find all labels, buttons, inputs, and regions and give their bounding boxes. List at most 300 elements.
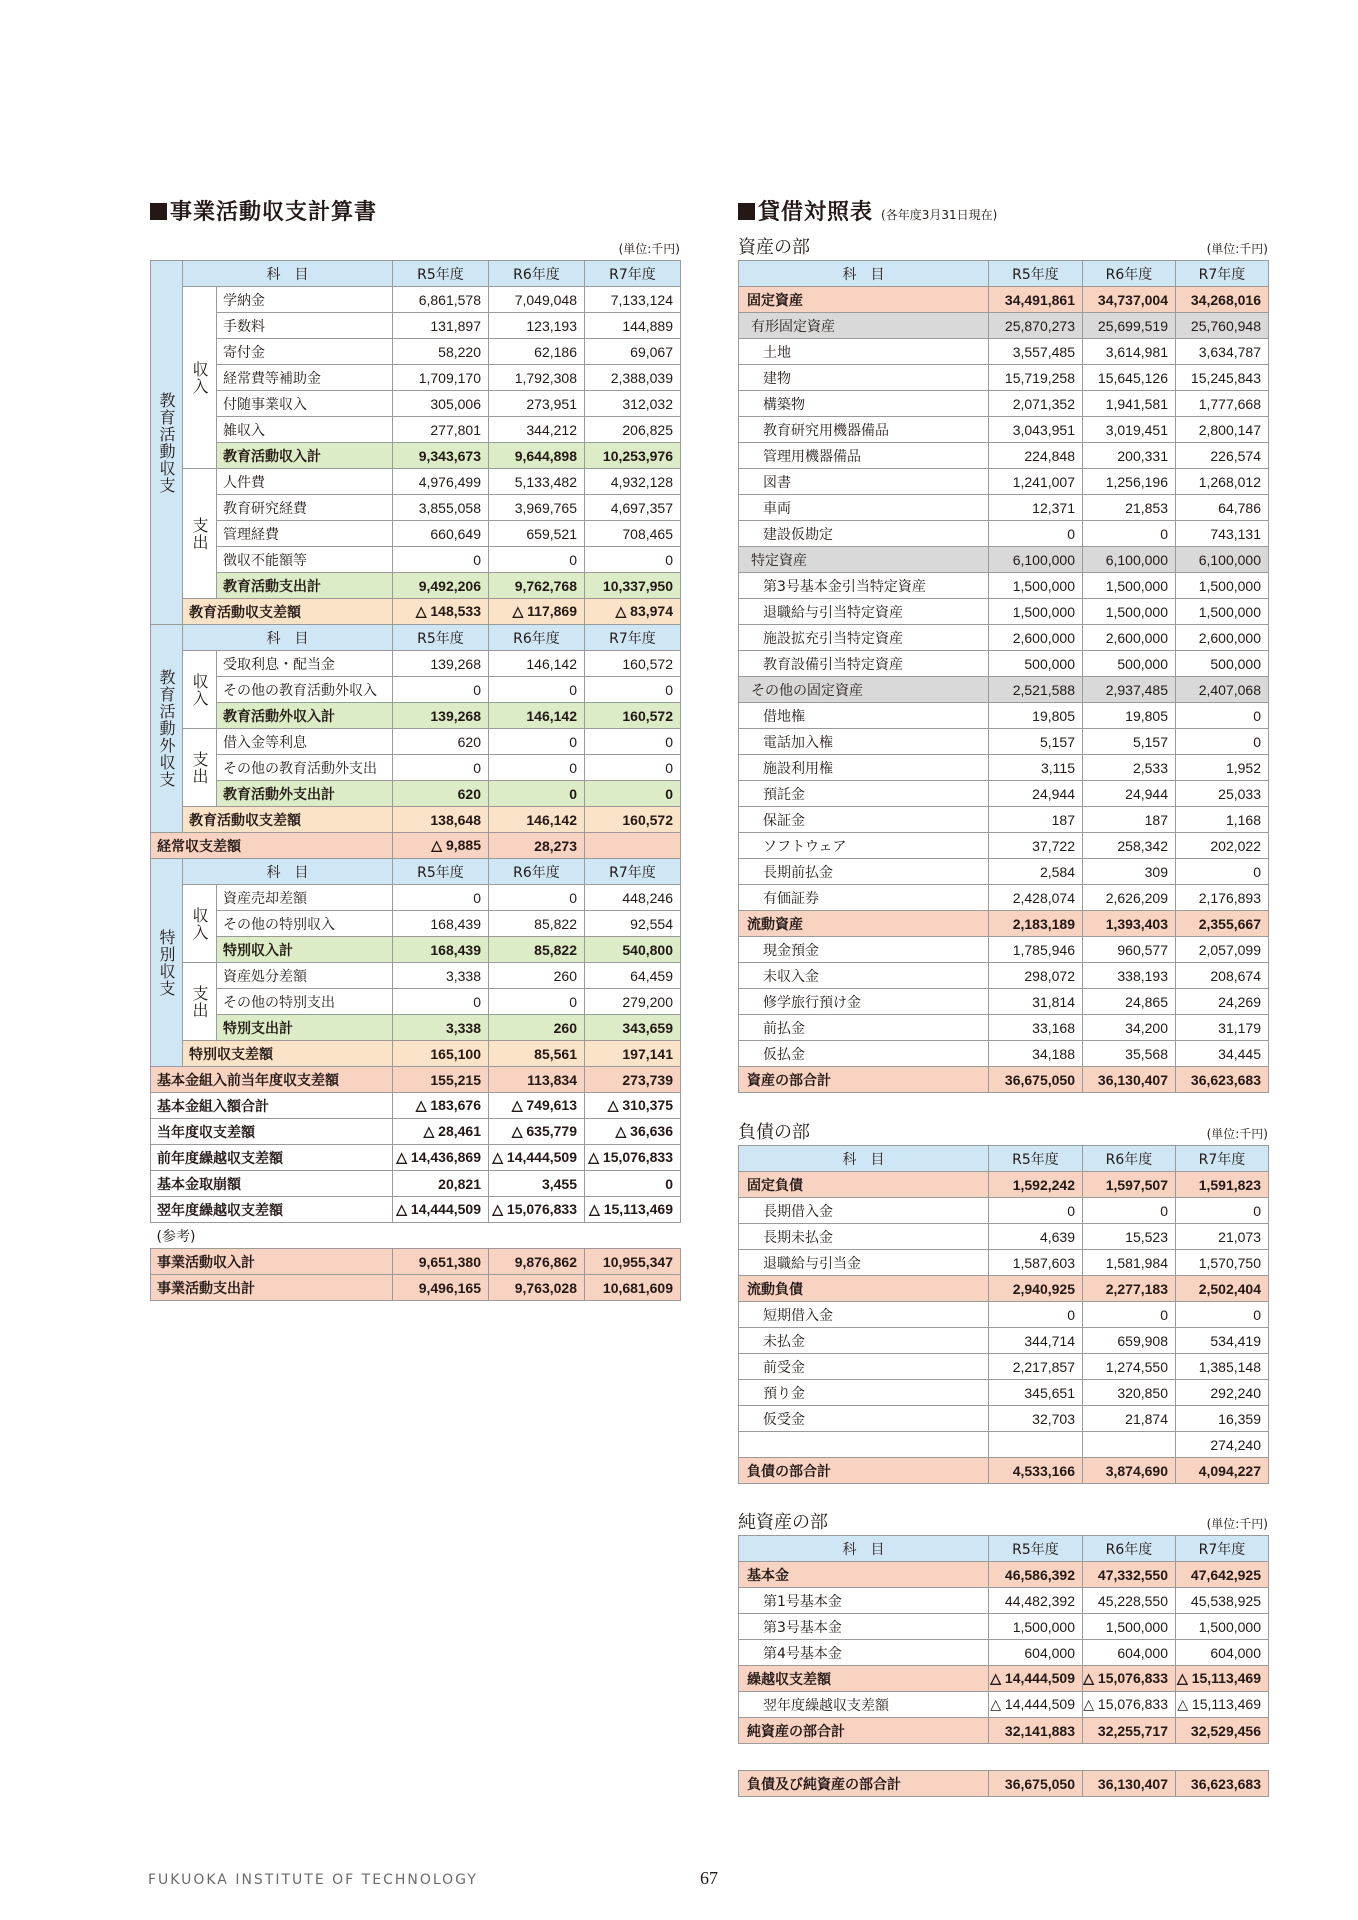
- value-cell: 604,000: [1176, 1640, 1269, 1666]
- column-header-subject: 科 目: [739, 1146, 989, 1172]
- table-row: [739, 469, 1269, 495]
- column-header-r7: R7年度: [585, 261, 681, 287]
- row-label: 教育活動収支差額: [183, 807, 393, 833]
- value-cell: 138,648: [393, 807, 489, 833]
- table-row: [739, 1588, 1269, 1614]
- value-cell: 9,763,028: [489, 1275, 585, 1301]
- value-cell: 960,577: [1083, 937, 1176, 963]
- row-label: 教育活動収入計: [217, 443, 393, 469]
- value-cell: 1,500,000: [1083, 573, 1176, 599]
- table-row: [739, 1250, 1269, 1276]
- value-cell: 187: [989, 807, 1083, 833]
- income-group-label: 収入: [183, 287, 217, 469]
- value-cell: 534,419: [1176, 1328, 1269, 1354]
- value-cell: △ 15,113,469: [585, 1197, 681, 1223]
- value-cell: 0: [585, 781, 681, 807]
- value-cell: 620: [393, 781, 489, 807]
- value-cell: 36,130,407: [1083, 1067, 1176, 1093]
- value-cell: 260: [489, 1015, 585, 1041]
- value-cell: 2,600,000: [1083, 625, 1176, 651]
- value-cell: △ 14,444,509: [989, 1692, 1083, 1718]
- net-assets-table: [738, 1535, 1269, 1744]
- value-cell: 47,642,925: [1176, 1562, 1269, 1588]
- value-cell: 1,393,403: [1083, 911, 1176, 937]
- row-label: 学納金: [217, 287, 393, 313]
- value-cell: 25,870,273: [989, 313, 1083, 339]
- value-cell: 0: [489, 989, 585, 1015]
- value-cell: 139,268: [393, 703, 489, 729]
- value-cell: 1,268,012: [1176, 469, 1269, 495]
- row-label: 固定負債: [739, 1172, 989, 1198]
- summary-row: [151, 1197, 681, 1223]
- column-header-subject: 科 目: [183, 261, 393, 287]
- expense-total-row: [151, 1015, 681, 1041]
- table-row: [739, 443, 1269, 469]
- table-header-row: [739, 261, 1269, 287]
- value-cell: 4,932,128: [585, 469, 681, 495]
- value-cell: 4,697,357: [585, 495, 681, 521]
- table-row: [151, 963, 681, 989]
- section-group-label: 教育活動外収支: [151, 625, 183, 833]
- column-header-r7: R7年度: [1176, 1146, 1269, 1172]
- row-label: 有形固定資産: [739, 313, 989, 339]
- summary-row: [151, 1145, 681, 1171]
- income-statement-table: [150, 260, 681, 1301]
- table-row: [739, 599, 1269, 625]
- value-cell: 5,133,482: [489, 469, 585, 495]
- value-cell: △ 14,444,509: [393, 1197, 489, 1223]
- value-cell: 36,675,050: [989, 1771, 1083, 1797]
- value-cell: 258,342: [1083, 833, 1176, 859]
- value-cell: 64,786: [1176, 495, 1269, 521]
- income-total-row: [151, 703, 681, 729]
- value-cell: 32,529,456: [1176, 1718, 1269, 1744]
- row-label: 流動負債: [739, 1276, 989, 1302]
- table-row: [739, 417, 1269, 443]
- value-cell: 34,491,861: [989, 287, 1083, 313]
- value-cell: [989, 1432, 1083, 1458]
- value-cell: 85,561: [489, 1041, 585, 1067]
- value-cell: 10,253,976: [585, 443, 681, 469]
- row-label: 教育活動収支差額: [183, 599, 393, 625]
- table-header-row: [151, 625, 681, 651]
- summary-row: [151, 1067, 681, 1093]
- value-cell: 604,000: [989, 1640, 1083, 1666]
- balance-sheet-title: 貸借対照表 (各年度3月31日現在): [738, 195, 997, 226]
- reference-row: [151, 1275, 681, 1301]
- value-cell: 2,533: [1083, 755, 1176, 781]
- row-label: 人件費: [217, 469, 393, 495]
- row-label: 翌年度繰越収支差額: [151, 1197, 393, 1223]
- value-cell: 3,874,690: [1083, 1458, 1176, 1484]
- value-cell: △ 15,113,469: [1176, 1666, 1269, 1692]
- value-cell: 36,623,683: [1176, 1067, 1269, 1093]
- assets-table: [738, 260, 1269, 1093]
- value-cell: 1,168: [1176, 807, 1269, 833]
- row-label: 付随事業収入: [217, 391, 393, 417]
- table-header-row: [739, 1146, 1269, 1172]
- row-label: 教育設備引当特定資産: [739, 651, 989, 677]
- value-cell: 1,500,000: [1176, 1614, 1269, 1640]
- row-label: 施設利用権: [739, 755, 989, 781]
- column-header-r5: R5年度: [393, 859, 489, 885]
- value-cell: 3,634,787: [1176, 339, 1269, 365]
- value-cell: 305,006: [393, 391, 489, 417]
- row-label: 経常収支差額: [151, 833, 393, 859]
- value-cell: 1,241,007: [989, 469, 1083, 495]
- value-cell: 2,407,068: [1176, 677, 1269, 703]
- income-total-row: [151, 443, 681, 469]
- row-label: 仮払金: [739, 1041, 989, 1067]
- row-label: その他の教育活動外支出: [217, 755, 393, 781]
- value-cell: 9,762,768: [489, 573, 585, 599]
- value-cell: △ 9,885: [393, 833, 489, 859]
- value-cell: 25,033: [1176, 781, 1269, 807]
- table-row: [739, 963, 1269, 989]
- value-cell: 659,908: [1083, 1328, 1176, 1354]
- value-cell: 58,220: [393, 339, 489, 365]
- value-cell: 187: [1083, 807, 1176, 833]
- value-cell: 3,019,451: [1083, 417, 1176, 443]
- row-label: 未収入金: [739, 963, 989, 989]
- value-cell: 1,500,000: [989, 599, 1083, 625]
- row-label: 第3号基本金引当特定資産: [739, 573, 989, 599]
- value-cell: 20,821: [393, 1171, 489, 1197]
- table-row: [739, 1302, 1269, 1328]
- row-label: 当年度収支差額: [151, 1119, 393, 1145]
- value-cell: 2,057,099: [1176, 937, 1269, 963]
- value-cell: 0: [585, 755, 681, 781]
- value-cell: 1,500,000: [1176, 573, 1269, 599]
- value-cell: [585, 833, 681, 859]
- value-cell: 168,439: [393, 937, 489, 963]
- assets-heading: 資産の部: [738, 237, 810, 258]
- value-cell: 139,268: [393, 651, 489, 677]
- value-cell: 2,388,039: [585, 365, 681, 391]
- value-cell: △ 635,779: [489, 1119, 585, 1145]
- row-label: 土地: [739, 339, 989, 365]
- value-cell: 144,889: [585, 313, 681, 339]
- row-label: 預託金: [739, 781, 989, 807]
- value-cell: 1,785,946: [989, 937, 1083, 963]
- value-cell: 500,000: [1083, 651, 1176, 677]
- income-total-row: [151, 937, 681, 963]
- table-row: [739, 1041, 1269, 1067]
- column-header-r6: R6年度: [1083, 1536, 1176, 1562]
- value-cell: 1,500,000: [1083, 1614, 1176, 1640]
- reference-label-row: [151, 1223, 681, 1249]
- row-label: 事業活動支出計: [151, 1275, 393, 1301]
- row-label: 資産処分差額: [217, 963, 393, 989]
- value-cell: 312,032: [585, 391, 681, 417]
- footer-institute: FUKUOKA INSTITUTE OF TECHNOLOGY: [148, 1872, 478, 1888]
- value-cell: 0: [393, 885, 489, 911]
- value-cell: 0: [1083, 521, 1176, 547]
- value-cell: 24,865: [1083, 989, 1176, 1015]
- value-cell: 0: [989, 1302, 1083, 1328]
- value-cell: 660,649: [393, 521, 489, 547]
- column-header-subject: 科 目: [183, 625, 393, 651]
- table-row: [151, 391, 681, 417]
- value-cell: 37,722: [989, 833, 1083, 859]
- row-label: 未払金: [739, 1328, 989, 1354]
- value-cell: 10,955,347: [585, 1249, 681, 1275]
- value-cell: 34,188: [989, 1041, 1083, 1067]
- net-assets-heading: 純資産の部: [738, 1512, 828, 1533]
- summary-row: [151, 1119, 681, 1145]
- row-label: 基本金: [739, 1562, 989, 1588]
- value-cell: 113,834: [489, 1067, 585, 1093]
- value-cell: 0: [989, 1198, 1083, 1224]
- column-header-subject: 科 目: [183, 859, 393, 885]
- value-cell: 0: [1083, 1198, 1176, 1224]
- table-row: [739, 1380, 1269, 1406]
- value-cell: 208,674: [1176, 963, 1269, 989]
- value-cell: 1,500,000: [989, 573, 1083, 599]
- value-cell: △ 148,533: [393, 599, 489, 625]
- row-label: 基本金組入額合計: [151, 1093, 393, 1119]
- table-row: [739, 1562, 1269, 1588]
- row-label: 教育活動外収入計: [217, 703, 393, 729]
- value-cell: 226,574: [1176, 443, 1269, 469]
- value-cell: 9,876,862: [489, 1249, 585, 1275]
- summary-row: [151, 1171, 681, 1197]
- value-cell: 24,944: [1083, 781, 1176, 807]
- table-row: [739, 1718, 1269, 1744]
- row-label: 第4号基本金: [739, 1640, 989, 1666]
- expense-group-label: 支出: [183, 963, 217, 1041]
- value-cell: 4,976,499: [393, 469, 489, 495]
- value-cell: 2,428,074: [989, 885, 1083, 911]
- square-bullet-icon: [150, 203, 167, 220]
- value-cell: 1,500,000: [1083, 599, 1176, 625]
- value-cell: 31,179: [1176, 1015, 1269, 1041]
- value-cell: 0: [585, 677, 681, 703]
- value-cell: 21,874: [1083, 1406, 1176, 1432]
- value-cell: 1,709,170: [393, 365, 489, 391]
- value-cell: 344,212: [489, 417, 585, 443]
- value-cell: 36,675,050: [989, 1067, 1083, 1093]
- value-cell: 1,591,823: [1176, 1172, 1269, 1198]
- value-cell: 1,587,603: [989, 1250, 1083, 1276]
- value-cell: 36,623,683: [1176, 1771, 1269, 1797]
- value-cell: 31,814: [989, 989, 1083, 1015]
- row-label: 有価証券: [739, 885, 989, 911]
- value-cell: 2,800,147: [1176, 417, 1269, 443]
- value-cell: 1,581,984: [1083, 1250, 1176, 1276]
- value-cell: 320,850: [1083, 1380, 1176, 1406]
- value-cell: 45,228,550: [1083, 1588, 1176, 1614]
- value-cell: 25,760,948: [1176, 313, 1269, 339]
- table-row: [739, 1406, 1269, 1432]
- value-cell: 123,193: [489, 313, 585, 339]
- row-label: 建設仮勘定: [739, 521, 989, 547]
- column-header-r6: R6年度: [1083, 1146, 1176, 1172]
- value-cell: 0: [393, 547, 489, 573]
- value-cell: 16,359: [1176, 1406, 1269, 1432]
- liabilities-unit: (単位:千円): [1206, 1127, 1268, 1141]
- value-cell: 45,538,925: [1176, 1588, 1269, 1614]
- expense-group-label: 支出: [183, 469, 217, 599]
- row-label: その他の特別支出: [217, 989, 393, 1015]
- row-label: 前受金: [739, 1354, 989, 1380]
- value-cell: △ 15,113,469: [1176, 1692, 1269, 1718]
- value-cell: △ 749,613: [489, 1093, 585, 1119]
- column-header-subject: 科 目: [739, 261, 989, 287]
- table-row: [739, 1432, 1269, 1458]
- value-cell: 260: [489, 963, 585, 989]
- column-header-r5: R5年度: [393, 625, 489, 651]
- value-cell: 9,492,206: [393, 573, 489, 599]
- row-label: 前年度繰越収支差額: [151, 1145, 393, 1171]
- row-label: 長期借入金: [739, 1198, 989, 1224]
- table-row: [739, 651, 1269, 677]
- liabilities-heading: 負債の部: [738, 1122, 810, 1143]
- column-header-r6: R6年度: [489, 625, 585, 651]
- row-label: 第1号基本金: [739, 1588, 989, 1614]
- value-cell: 7,133,124: [585, 287, 681, 313]
- value-cell: 0: [489, 781, 585, 807]
- row-label: 短期借入金: [739, 1302, 989, 1328]
- table-header-row: [151, 261, 681, 287]
- row-label: 負債及び純資産の部合計: [739, 1771, 989, 1797]
- table-row: [739, 573, 1269, 599]
- value-cell: 0: [1176, 1302, 1269, 1328]
- value-cell: 1,592,242: [989, 1172, 1083, 1198]
- table-row: [739, 1354, 1269, 1380]
- value-cell: 0: [489, 885, 585, 911]
- value-cell: 44,482,392: [989, 1588, 1083, 1614]
- value-cell: 0: [585, 547, 681, 573]
- table-row: [739, 677, 1269, 703]
- row-label: 特定資産: [739, 547, 989, 573]
- table-row: [739, 365, 1269, 391]
- value-cell: 131,897: [393, 313, 489, 339]
- row-label: 手数料: [217, 313, 393, 339]
- table-row: [739, 703, 1269, 729]
- value-cell: 6,100,000: [989, 547, 1083, 573]
- row-label: その他の特別収入: [217, 911, 393, 937]
- value-cell: 21,073: [1176, 1224, 1269, 1250]
- row-label: 預り金: [739, 1380, 989, 1406]
- value-cell: △ 15,076,833: [489, 1197, 585, 1223]
- row-label: 流動資産: [739, 911, 989, 937]
- value-cell: 3,969,765: [489, 495, 585, 521]
- value-cell: 0: [393, 755, 489, 781]
- row-label: 教育活動外支出計: [217, 781, 393, 807]
- value-cell: △ 310,375: [585, 1093, 681, 1119]
- row-label: 基本金組入前当年度収支差額: [151, 1067, 393, 1093]
- table-row: [739, 1640, 1269, 1666]
- value-cell: 0: [1083, 1302, 1176, 1328]
- expense-group-label: 支出: [183, 729, 217, 807]
- value-cell: 604,000: [1083, 1640, 1176, 1666]
- income-group-label: 収入: [183, 885, 217, 963]
- value-cell: 19,805: [989, 703, 1083, 729]
- row-label: 事業活動収入計: [151, 1249, 393, 1275]
- value-cell: 155,215: [393, 1067, 489, 1093]
- value-cell: 298,072: [989, 963, 1083, 989]
- value-cell: [1083, 1432, 1176, 1458]
- value-cell: 9,651,380: [393, 1249, 489, 1275]
- value-cell: 47,332,550: [1083, 1562, 1176, 1588]
- column-header-subject: 科 目: [739, 1536, 989, 1562]
- value-cell: 659,521: [489, 521, 585, 547]
- row-label: その他の教育活動外収入: [217, 677, 393, 703]
- value-cell: 620: [393, 729, 489, 755]
- value-cell: 12,371: [989, 495, 1083, 521]
- value-cell: 500,000: [989, 651, 1083, 677]
- value-cell: 3,115: [989, 755, 1083, 781]
- value-cell: △ 14,444,509: [989, 1666, 1083, 1692]
- value-cell: 3,614,981: [1083, 339, 1176, 365]
- value-cell: △ 117,869: [489, 599, 585, 625]
- value-cell: 85,822: [489, 937, 585, 963]
- expense-total-row: [151, 573, 681, 599]
- value-cell: 224,848: [989, 443, 1083, 469]
- value-cell: 197,141: [585, 1041, 681, 1067]
- column-header-r5: R5年度: [989, 1146, 1083, 1172]
- row-label: 施設拡充引当特定資産: [739, 625, 989, 651]
- value-cell: △ 28,461: [393, 1119, 489, 1145]
- value-cell: 4,094,227: [1176, 1458, 1269, 1484]
- value-cell: 1,500,000: [989, 1614, 1083, 1640]
- value-cell: 1,597,507: [1083, 1172, 1176, 1198]
- row-label: 借地権: [739, 703, 989, 729]
- value-cell: 9,496,165: [393, 1275, 489, 1301]
- summary-row: [151, 1093, 681, 1119]
- table-row: [739, 1328, 1269, 1354]
- value-cell: 46,586,392: [989, 1562, 1083, 1588]
- value-cell: 0: [1176, 729, 1269, 755]
- row-label: 前払金: [739, 1015, 989, 1041]
- row-label: 電話加入権: [739, 729, 989, 755]
- row-label: 特別収入計: [217, 937, 393, 963]
- value-cell: 273,951: [489, 391, 585, 417]
- value-cell: 34,268,016: [1176, 287, 1269, 313]
- value-cell: 24,269: [1176, 989, 1269, 1015]
- value-cell: 2,176,893: [1176, 885, 1269, 911]
- value-cell: 2,600,000: [1176, 625, 1269, 651]
- value-cell: 202,022: [1176, 833, 1269, 859]
- value-cell: 0: [1176, 703, 1269, 729]
- value-cell: 2,183,189: [989, 911, 1083, 937]
- value-cell: 292,240: [1176, 1380, 1269, 1406]
- expense-total-row: [151, 781, 681, 807]
- value-cell: 1,777,668: [1176, 391, 1269, 417]
- value-cell: 1,792,308: [489, 365, 585, 391]
- row-label: 負債の部合計: [739, 1458, 989, 1484]
- section-group-label: 特別収支: [151, 859, 183, 1067]
- table-row: [151, 677, 681, 703]
- value-cell: 6,861,578: [393, 287, 489, 313]
- row-label: 基本金取崩額: [151, 1171, 393, 1197]
- page-number: 67: [700, 1868, 718, 1888]
- row-label: 教育研究用機器備品: [739, 417, 989, 443]
- value-cell: 2,521,588: [989, 677, 1083, 703]
- table-row: [151, 287, 681, 313]
- value-cell: 2,937,485: [1083, 677, 1176, 703]
- ordinary-balance-row: [151, 833, 681, 859]
- value-cell: 343,659: [585, 1015, 681, 1041]
- value-cell: 3,338: [393, 963, 489, 989]
- value-cell: 2,217,857: [989, 1354, 1083, 1380]
- row-label: ソフトウェア: [739, 833, 989, 859]
- value-cell: 34,445: [1176, 1041, 1269, 1067]
- table-row: [151, 755, 681, 781]
- value-cell: 33,168: [989, 1015, 1083, 1041]
- value-cell: 206,825: [585, 417, 681, 443]
